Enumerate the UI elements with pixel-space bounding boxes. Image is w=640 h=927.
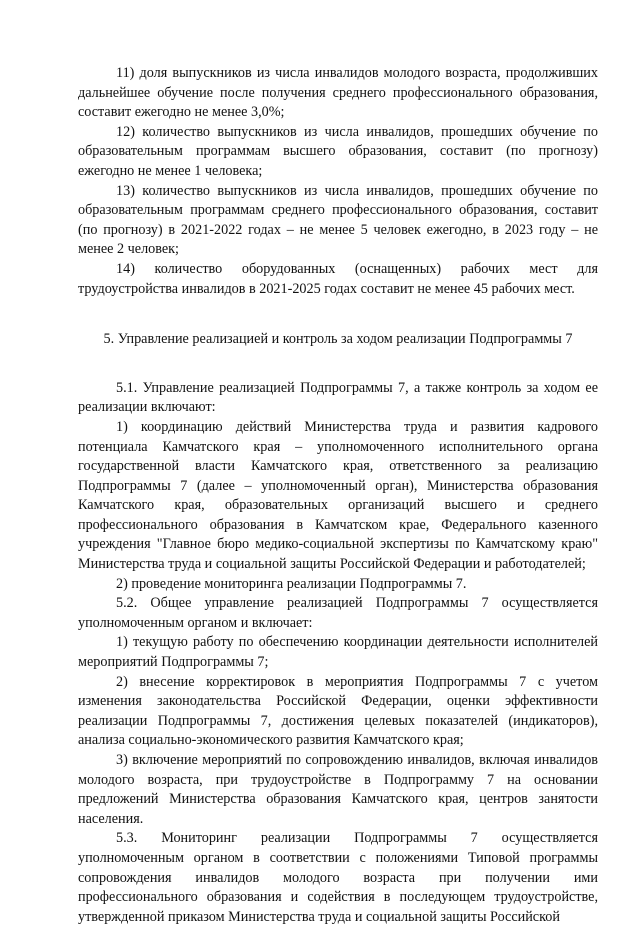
list-item: 2) внесение корректировок в мероприятия Подпрограммы 7 с учетом изменения законодательства Российской Федерации, оценки эффективности реализации Подпрограммы 7, достижения целевых показателей (индикаторов), анализа социально-экономического развития Камчатского края; [78,673,598,749]
list-item: 1) координацию действий Министерства труда и развития кадрового потенциала Камчатского края – уполномоченного исполнительного органа государственной власти Камчатского края, ответственного за реализацию Подпрограммы 7 (далее – уполномоченный орган), Министерства образования Камчатского края, образовательных организаций высшего и среднего профессионального образования в Камчатском крае, Федерального казенного учреждения "Главное бюро медико-социальной экспертизы по Камчатскому краю" Министерства труда и социальной защиты Российской Федерации и работодателей; [78,418,598,573]
list-item: 14) количество оборудованных (оснащенных) рабочих мест для трудоустройства инвалидов в 2021-2025 годах составит не менее 45 рабочих мест. [78,260,598,297]
document-page [78,64,598,927]
list-item: 13) количество выпускников из числа инвалидов, прошедших обучение по образовательным программам среднего профессионального образования, составит (по прогнозу) в 2021-2022 годах – не менее 5 человек ежегодно, в 2023 году – не менее 2 человек; [78,182,598,258]
list-item: 2) проведение мониторинга реализации Подпрограммы 7. [116,575,467,592]
list-item: 11) доля выпускников из числа инвалидов молодого возраста, продолживших дальнейшее обучение после получения среднего профессионального образования, составит ежегодно не менее 3,0%; [78,65,598,121]
paragraph: 5.1. Управление реализацией Подпрограммы 7, а также контроль за ходом ее реализации включают: [78,379,598,416]
paragraph: 5.3. Мониторинг реализации Подпрограммы 7 осуществляется уполномоченным органом в соответствии с положениями Типовой программы сопровождения инвалидов молодого возраста при получении ими профессионального образования и содействия в последующем трудоустройстве, утвержденной приказом Министерства труда и социальной защиты Российской [78,830,598,925]
section-heading: 5. Управление реализацией и контроль за ходом реализации Подпрограммы 7 [103,331,573,348]
list-item: 1) текущую работу по обеспечению координации деятельности исполнителей мероприятий Подпрограммы 7; [78,634,598,671]
paragraph: 5.2. Общее управление реализацией Подпрограммы 7 осуществляется уполномоченным органом и включает: [78,595,598,631]
list-item: 3) включение мероприятий по сопровождению инвалидов, включая инвалидов молодого возраста, при трудоустройстве в Подпрограмму 7 на основании предложений Министерства образования Камчатского края, центров занятости населения. [78,752,598,827]
list-item: 12) количество выпускников из числа инвалидов, прошедших обучение по образовательным программам высшего образования, составит (по прогнозу) ежегодно не менее 1 человека; [78,123,598,179]
